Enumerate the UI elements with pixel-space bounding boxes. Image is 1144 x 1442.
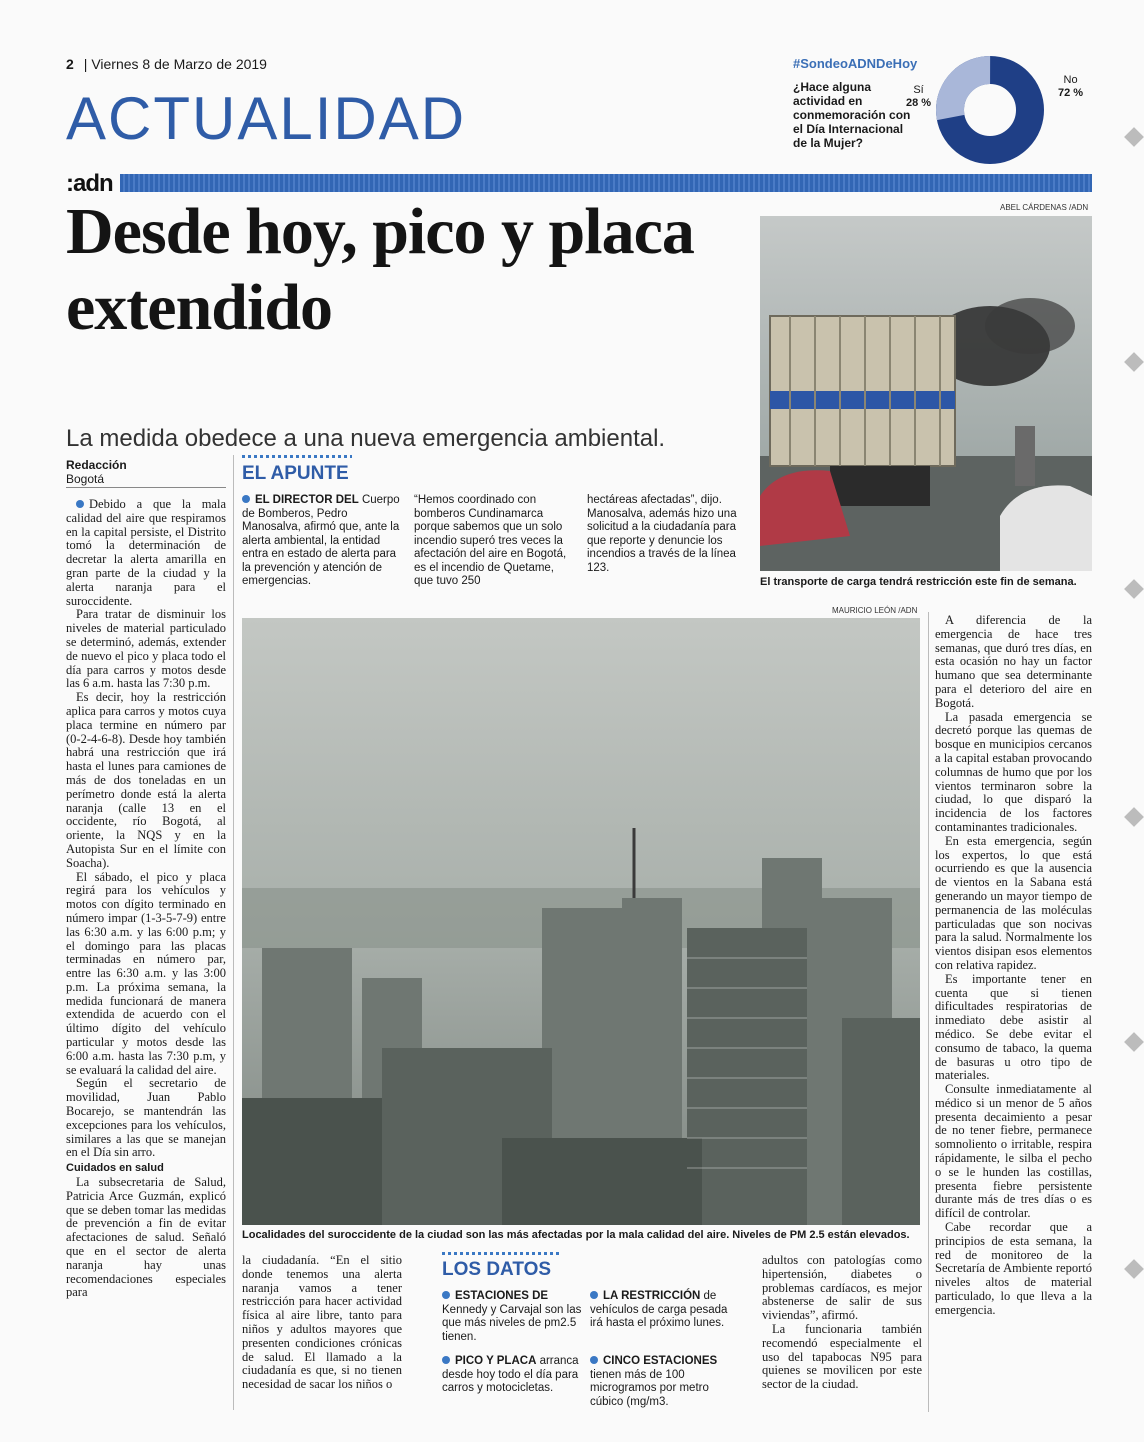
city-illustration — [242, 618, 920, 1225]
truck-illustration — [760, 216, 1092, 571]
page-header-line — [66, 56, 267, 72]
article-paragraph: adultos con patologías como hipertensión, diabetes o problemas cardíacos, es mejor abstenerse de salir de sus viviendas”, afirmó. — [762, 1253, 922, 1323]
byline — [66, 458, 127, 486]
margin-diamond-icon — [1124, 1259, 1144, 1279]
byline-rule — [66, 487, 226, 488]
article-paragraph: A diferencia de la emergencia de hace tres semanas, que duró tres días, en esta ocasión no hay un factor humano que sea determinante para el deterioro del aire en Bogotá. — [935, 613, 1092, 710]
datos-item-text: tienen más de 100 microgramos por metro cúbico (mg/m3. — [590, 1368, 709, 1408]
photo-credit-main: MAURICIO LEÓN /ADN — [832, 606, 918, 615]
margin-diamond-icon — [1124, 352, 1144, 372]
datos-item — [442, 1290, 582, 1344]
article-paragraph: Para tratar de disminuir los niveles de material particulado se determinó, además, extender de nuevo el pico y placa todo el día para carros y motos desde las 6 a.m. hasta las 7:30 p.m. — [66, 607, 226, 691]
poll-yes-value: 28 % — [906, 97, 932, 109]
box-dotted-rule — [242, 455, 352, 458]
bullet-icon — [590, 1356, 598, 1364]
article-paragraph — [66, 498, 226, 608]
article-paragraph: Cabe recordar que a principios de esta semana, la red de monitoreo de la Secretaría de Ambiente reportó niveles altos de material particulado, lo que lleva a la emergencia. — [935, 1220, 1092, 1317]
datos-title: LOS DATOS — [442, 1259, 552, 1280]
apunte-text: Cuerpo de Bomberos, Pedro Manosalva, afirmó que, ante la alerta ambiental, la entidad entra en estado de alerta para la prevención y atención de emergencias. — [242, 494, 400, 587]
article-paragraph: Según el secretario de movilidad, Juan Pablo Bocarejo, se mantendrán las excepciones para los vehículos, similares a las que se manejan en el Día sin arro. — [66, 1076, 226, 1160]
bullet-icon — [442, 1291, 450, 1299]
poll-hashtag: #SondeoADNDeHoy — [793, 56, 918, 71]
datos-item-lead: LA RESTRICCIÓN — [603, 1290, 701, 1302]
byline-place: Bogotá — [66, 472, 105, 486]
bullet-icon — [76, 500, 84, 508]
bullet-icon — [590, 1291, 598, 1299]
section-title: ACTUALIDAD — [66, 85, 467, 152]
margin-diamond-icon — [1124, 807, 1144, 827]
city-smog-photo — [242, 618, 920, 1225]
datos-item-lead: PICO Y PLACA — [455, 1355, 537, 1367]
page-number: 2 — [66, 56, 74, 72]
datos-item-lead: CINCO ESTACIONES — [603, 1355, 718, 1367]
article-paragraph: La pasada emergencia se decretó porque las quemas de bosque en municipios cercanos a la capital estaban provocando columnas de humo que por los vientos terminaron sobre la ciudad, lo que disparó la incidencia de los factores contaminantes tradicionales. — [935, 709, 1092, 834]
photo-caption-top: El transporte de carga tendrá restricción este fin de semana. — [760, 576, 1077, 588]
box-dotted-rule — [442, 1252, 562, 1255]
article-column-2 — [242, 1254, 402, 1392]
datos-box-header — [442, 1252, 562, 1281]
poll-question: ¿Hace alguna actividad en conmemoración con el Día Internacional de la Mujer? — [793, 80, 911, 150]
bullet-icon — [442, 1356, 450, 1364]
article-paragraph: Es decir, hoy la restricción aplica para carros y motos cuya placa termine en número par (0-2-4-6-8). Desde hoy también habrá una restricción que irá hasta el lunes para camiones de más de dos toneladas en un perímetro donde está la alerta naranja (calle 13 en el occidente, río Bogotá, al oriente, la NQS y en la Autopista Sur en el límite con Soacha). — [66, 690, 226, 870]
poll-no-value: 72 % — [1058, 87, 1084, 99]
article-paragraph: La subsecretaria de Salud, Patricia Arce Guzmán, explicó que se deben tomar las medidas de prevención a fin de evitar afectaciones de salud. Señaló que en el sector de alerta naranja hay unas recomendaciones especiales para — [66, 1175, 226, 1300]
photo-caption-main: Localidades del suroccidente de la ciudad son las más afectadas por la mala calidad del aire. Niveles de PM 2.5 están elevados. — [242, 1229, 910, 1241]
apunte-column-2: “Hemos coordinado con bomberos Cundinamarca porque sabemos que un solo incendio superó tres veces la afectación del aire en Bogotá, es el incendio de Quetame, que tuvo 250 — [414, 494, 567, 587]
column-divider — [233, 455, 234, 1410]
article-column-1 — [66, 498, 226, 1300]
article-column-5 — [935, 614, 1092, 1318]
article-paragraph: Es importante tener en cuenta que si tienen dificultades respiratorias de inmediato debe asistir al médico. Se debe evitar el consumo de tabaco, la quema de basuras u otro tipo de materiales. — [935, 971, 1092, 1083]
byline-name: Redacción — [66, 458, 127, 472]
brand-logo: :adn — [66, 170, 113, 197]
margin-diamond-icon — [1124, 1032, 1144, 1052]
photo-credit-top: ABEL CÁRDENAS /ADN — [1000, 203, 1089, 212]
datos-item-text: de vehículos de carga pesada irá hasta el próximo lunes. — [590, 1290, 728, 1329]
paragraph-text: Debido a que la mala calidad del aire que respiramos en la capital persiste, el Distrito tomó la determinación de decretar la alerta amarilla en gran parte de la ciudad y la alerta naranja para el suroccidente. — [66, 497, 226, 608]
datos-item — [590, 1290, 730, 1331]
apunte-column-3: hectáreas afectadas”, dijo. Manosalva, además hizo una solicitud a la ciudadanía para que reporte y denuncie los incendios a través de la línea 123. — [587, 494, 737, 574]
datos-item-text: arranca desde hoy todo el día para carros y motocicletas. — [442, 1355, 579, 1394]
datos-item — [442, 1355, 582, 1396]
margin-diamond-icon — [1124, 127, 1144, 147]
article-paragraph: Consulte inmediatamente al médico si un menor de 5 años presenta decaimiento a pesar de no tener fiebre, permanece somnoliento o irritable, respira rápidamente, le silba el pecho o se le hunden las costillas, presenta fiebre persistente durante más de tres días o es difícil de controlar. — [935, 1082, 1092, 1221]
subsection-heading: Cuidados en salud — [66, 1162, 164, 1175]
datos-item-lead: ESTACIONES DE — [455, 1290, 549, 1302]
article-column-4 — [762, 1254, 922, 1392]
brand-bar — [120, 174, 1092, 192]
apunte-box-header — [242, 455, 352, 485]
apunte-column-1 — [242, 494, 402, 589]
bullet-icon — [242, 495, 250, 503]
article-paragraph: En esta emergencia, según los expertos, lo que está ocurriendo es que la ausencia de vientos en la Sabana está generando un mayor tiempo de permanencia de las moléculas particuladas que son nocivas para la salud. Normalmente los vientos disipan esos elementos con relativa rapidez. — [935, 833, 1092, 972]
datos-item — [590, 1355, 730, 1409]
subheadline: La medida obedece a una nueva emergencia ambiental. — [66, 425, 666, 452]
poll-yes-text: Sí — [913, 84, 924, 96]
apunte-lead: EL DIRECTOR DEL — [255, 494, 359, 506]
poll-donut-chart — [935, 55, 1045, 165]
poll-no-text: No — [1063, 74, 1078, 86]
truck-photo — [760, 216, 1092, 571]
article-paragraph: El sábado, el pico y placa regirá para los vehículos y motos con dígito terminado en número impar (1-3-5-7-9) entre las 6:30 a.m. y las 6:00 p.m; y el domingo para las placas terminadas en número par, entre las 6:30 a.m. y las 3:00 p.m. La próxima semana, la medida funcionará de manera extendida de acuerdo con el último dígito del vehículo particular y motos desde las 6:00 a.m. hasta las 7:30 p.m, y se evaluará la calidad del aire. — [66, 869, 226, 1077]
article-paragraph: la ciudadanía. “En el sitio donde tenemos una alerta naranja vamos a tener restricción para hacer actividad física al aire libre, tanto para niños y adultos mayores que presenten condiciones crónicas de salud. El llamado a la ciudadanía es que, si no tienen necesidad de sacar los niños o — [242, 1253, 402, 1392]
headline: Desde hoy, pico y placa extendido — [66, 195, 694, 344]
datos-item-text: Kennedy y Carvajal son las que más niveles de pm2.5 tienen. — [442, 1303, 582, 1343]
poll-yes-label — [906, 84, 931, 110]
margin-diamond-icon — [1124, 579, 1144, 599]
article-paragraph: La funcionaria también recomendó especialmente el uso del tapabocas N95 para quienes se movilicen por este sector de la ciudad. — [762, 1321, 922, 1392]
apunte-title: EL APUNTE — [242, 463, 349, 484]
poll-no-label — [1058, 74, 1083, 100]
issue-date: | Viernes 8 de Marzo de 2019 — [83, 56, 267, 72]
column-divider — [928, 612, 929, 1412]
